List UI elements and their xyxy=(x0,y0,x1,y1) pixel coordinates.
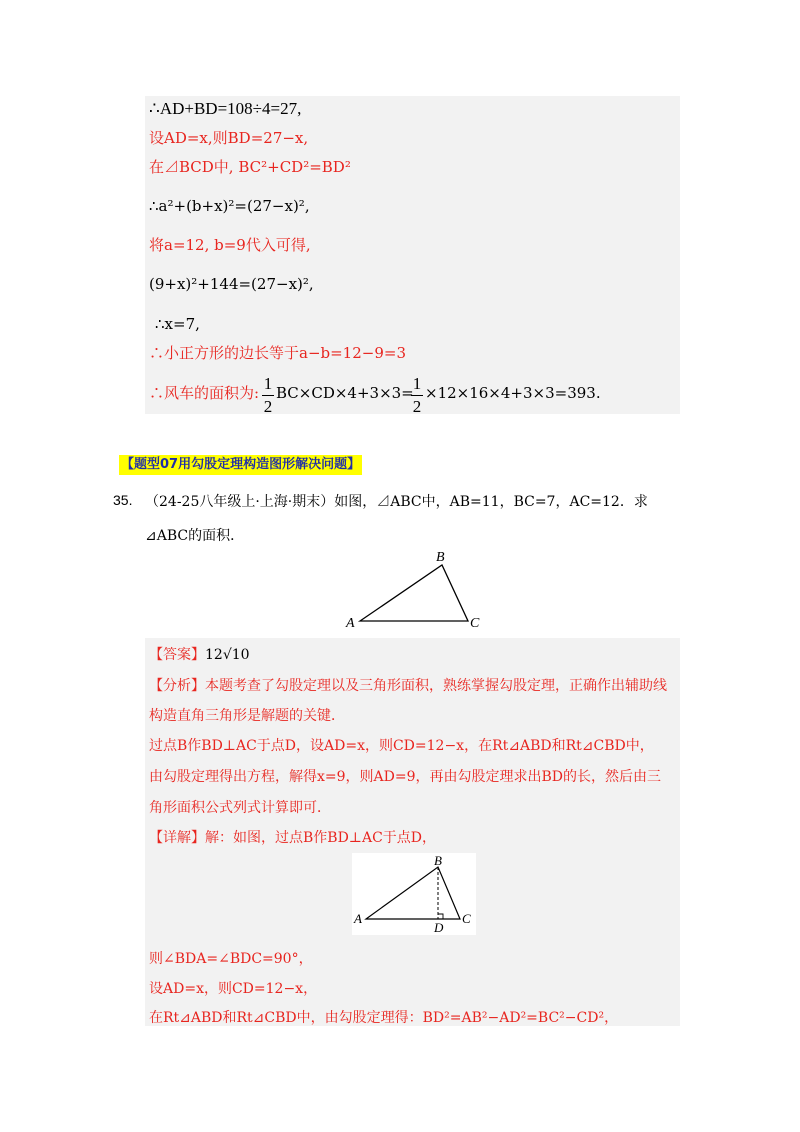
question-line-1: （24-25八年级上·上海·期末）如图，⊿ABC中，AB=11，BC=7，AC=12．求 xyxy=(145,494,648,510)
solution-line-7: ∴x=7, xyxy=(155,315,200,333)
solution-line-4: ∴a²+(b+x)²=(27−x)², xyxy=(149,197,310,215)
question-line-2: ⊿ABC的面积． xyxy=(145,528,245,544)
fraction-half-1: 1 2 xyxy=(263,374,273,416)
label-b: B xyxy=(434,853,442,868)
label-a: A xyxy=(346,616,355,631)
detail-line-4: 在Rt⊿ABD和Rt⊿CBD中，由勾股定理得：BD²=AB²−AD²=BC²−CD²， xyxy=(149,1010,619,1026)
answer-line xyxy=(149,645,250,665)
answer-label: 【答案】 xyxy=(149,647,205,663)
solution-line-1: ∴AD+BD=108÷4=27, xyxy=(149,99,302,118)
solution-line-9-prefix: ∴风车的面积为: xyxy=(149,384,260,402)
label-a: A xyxy=(354,911,362,926)
analysis-line-3: 过点B作BD⊥AC于点D，设AD=x，则CD=12−x，在Rt⊿ABD和Rt⊿CBD中， xyxy=(149,738,654,754)
analysis-line-4: 由勾股定理得出方程，解得x=9，则AD=9，再由勾股定理求出BD的长，然后由三 xyxy=(149,769,662,785)
solution-line-8: ∴小正方形的边长等于a−b=12−9=3 xyxy=(149,344,406,362)
label-c: C xyxy=(470,616,480,631)
detail-line-1: 【详解】解：如图，过点B作BD⊥AC于点D， xyxy=(149,830,437,846)
solution-line-6: (9+x)²+144=(27−x)², xyxy=(149,275,314,293)
fraction-half-2: 1 2 xyxy=(412,374,422,416)
solution-line-2: 设AD=x,则BD=27−x, xyxy=(149,129,309,147)
analysis-line-5: 角形面积公式列式计算即可． xyxy=(149,800,331,816)
answer-value: 12√10 xyxy=(205,647,250,663)
analysis-line-1: 【分析】本题考查了勾股定理以及三角形面积，熟练掌握勾股定理，正确作出辅助线 xyxy=(149,678,667,694)
label-d: D xyxy=(434,920,444,935)
analysis-line-2: 构造直角三角形是解题的关键． xyxy=(149,708,345,724)
section-heading: 【题型07用勾股定理构造图形解决问题】 xyxy=(119,455,362,475)
detail-line-3: 设AD=x，则CD=12−x， xyxy=(149,981,318,997)
solution-line-9-mid1: BC×CD×4+3×3= xyxy=(276,384,414,402)
solution-line-5: 将a=12, b=9代入可得, xyxy=(149,236,311,254)
triangle-figure xyxy=(340,545,490,635)
solution-line-9-mid2: ×12×16×4+3×3=393. xyxy=(425,384,601,402)
triangle-figure-with-altitude xyxy=(352,853,476,935)
label-b: B xyxy=(436,550,445,565)
question-number: 35. xyxy=(113,492,133,508)
detail-line-2: 则∠BDA=∠BDC=90°， xyxy=(149,951,313,967)
solution-line-3: 在⊿BCD中, BC²+CD²=BD² xyxy=(149,158,351,176)
label-c: C xyxy=(462,911,471,926)
